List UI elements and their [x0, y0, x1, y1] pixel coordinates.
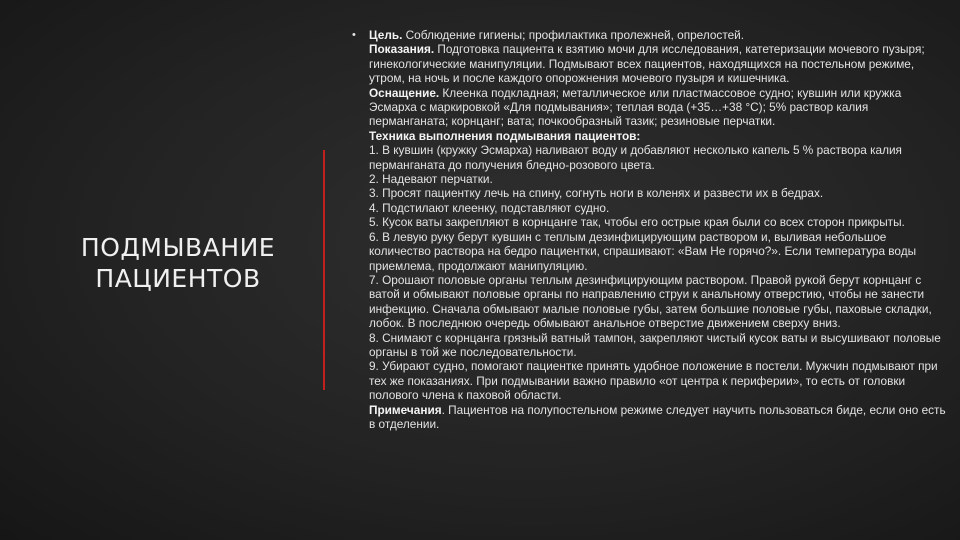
slide-title-line1: ПОДМЫВАНИЕ — [80, 233, 276, 262]
step-item: 1. В кувшин (кружку Эсмарха) наливают воду и добавляют несколько капель 5 % раствора калия перманганата до получения бледно-розового цвета. — [369, 143, 902, 172]
step-item: 7. Орошают половые органы теплым дезинфицирующим раствором. Правой рукой берут корнцанг с ватой и обмывают половые органы по направлению струи к анальному отверстию, чтобы не занести инфекцию. Сначала обмывают малые половые губы, затем большие половые губы, паховые складки, лобок. В последнюю очередь обмывают анальное отверстие движением сверху вниз. — [369, 272, 932, 331]
indications-paragraph — [369, 42, 948, 85]
step-item: 2. Надевают перчатки. — [369, 172, 493, 187]
note-paragraph — [369, 403, 948, 432]
step-item: 8. Снимают с корнцанга грязный ватный тампон, закрепляют чистый кусок ваты и высушивают половые органы в той же последовательности. — [369, 330, 941, 359]
slide-title — [40, 232, 316, 294]
slide-title-line2: ПАЦИЕНТОВ — [95, 264, 261, 293]
step-item: 3. Просят пациентку лечь на спину, согнуть ноги в коленях и развести их в бедрах. — [369, 186, 824, 201]
content-body — [369, 28, 948, 431]
step-item: 4. Подстилают клеенку, подставляют судно. — [369, 200, 610, 215]
equipment-text: Клеенка подкладная; металлическое или пластмассовое судно; кувшин или кружка Эсмарха с маркировкой «Для подмывания»; теплая вода (+35…+38 °С); 5% раствор калия перманганата; корнцанг; вата; почкообразный тазик; резиновые перчатки. — [369, 85, 902, 129]
bullet-icon: • — [352, 29, 356, 41]
indications-label: Показания. — [369, 42, 435, 57]
note-text: . Пациентов на полупостельном режиме следует научить пользоваться биде, если оно есть в отделении. — [369, 402, 946, 431]
technique-label: Техника выполнения подмывания пациентов: — [369, 128, 641, 143]
note-label: Примечания — [369, 402, 442, 417]
step-item: 9. Убирают судно, помогают пациентке принять удобное положение в постели. Мужчин подмывают при тех же показаниях. При подмывании важно правило «от центра к периферии», то есть от головки полового члена к паховой области. — [369, 359, 938, 403]
content-text-block — [352, 28, 948, 518]
goal-label: Цель. — [369, 28, 403, 42]
step-item: 5. Кусок ваты закрепляют в корнцанге так, чтобы его острые края были со всех сторон прикрыты. — [369, 215, 905, 230]
goal-paragraph — [369, 28, 948, 42]
step-item: 6. В левую руку берут кувшин с теплым дезинфицирующим раствором и, выливая небольшое количество раствора на бедро пациентки, спрашивают: «Вам Не горячо?». Если температура воды приемлема, продолжают манипуляцию. — [369, 229, 917, 273]
technique-heading — [369, 129, 948, 143]
red-divider-line — [323, 150, 325, 390]
goal-text: Соблюдение гигиены; профилактика пролежней, опрелостей. — [402, 28, 745, 42]
equipment-label: Оснащение. — [369, 85, 440, 100]
indications-text: Подготовка пациента к взятию мочи для исследования, катетеризации мочевого пузыря; гинекологические манипуляции. Подмывают всех пациентов, находящихся на постельном режиме, утром, на ночь и после каждого опорожнения мочевого пузыря и кишечника. — [369, 42, 925, 86]
equipment-paragraph — [369, 86, 948, 129]
